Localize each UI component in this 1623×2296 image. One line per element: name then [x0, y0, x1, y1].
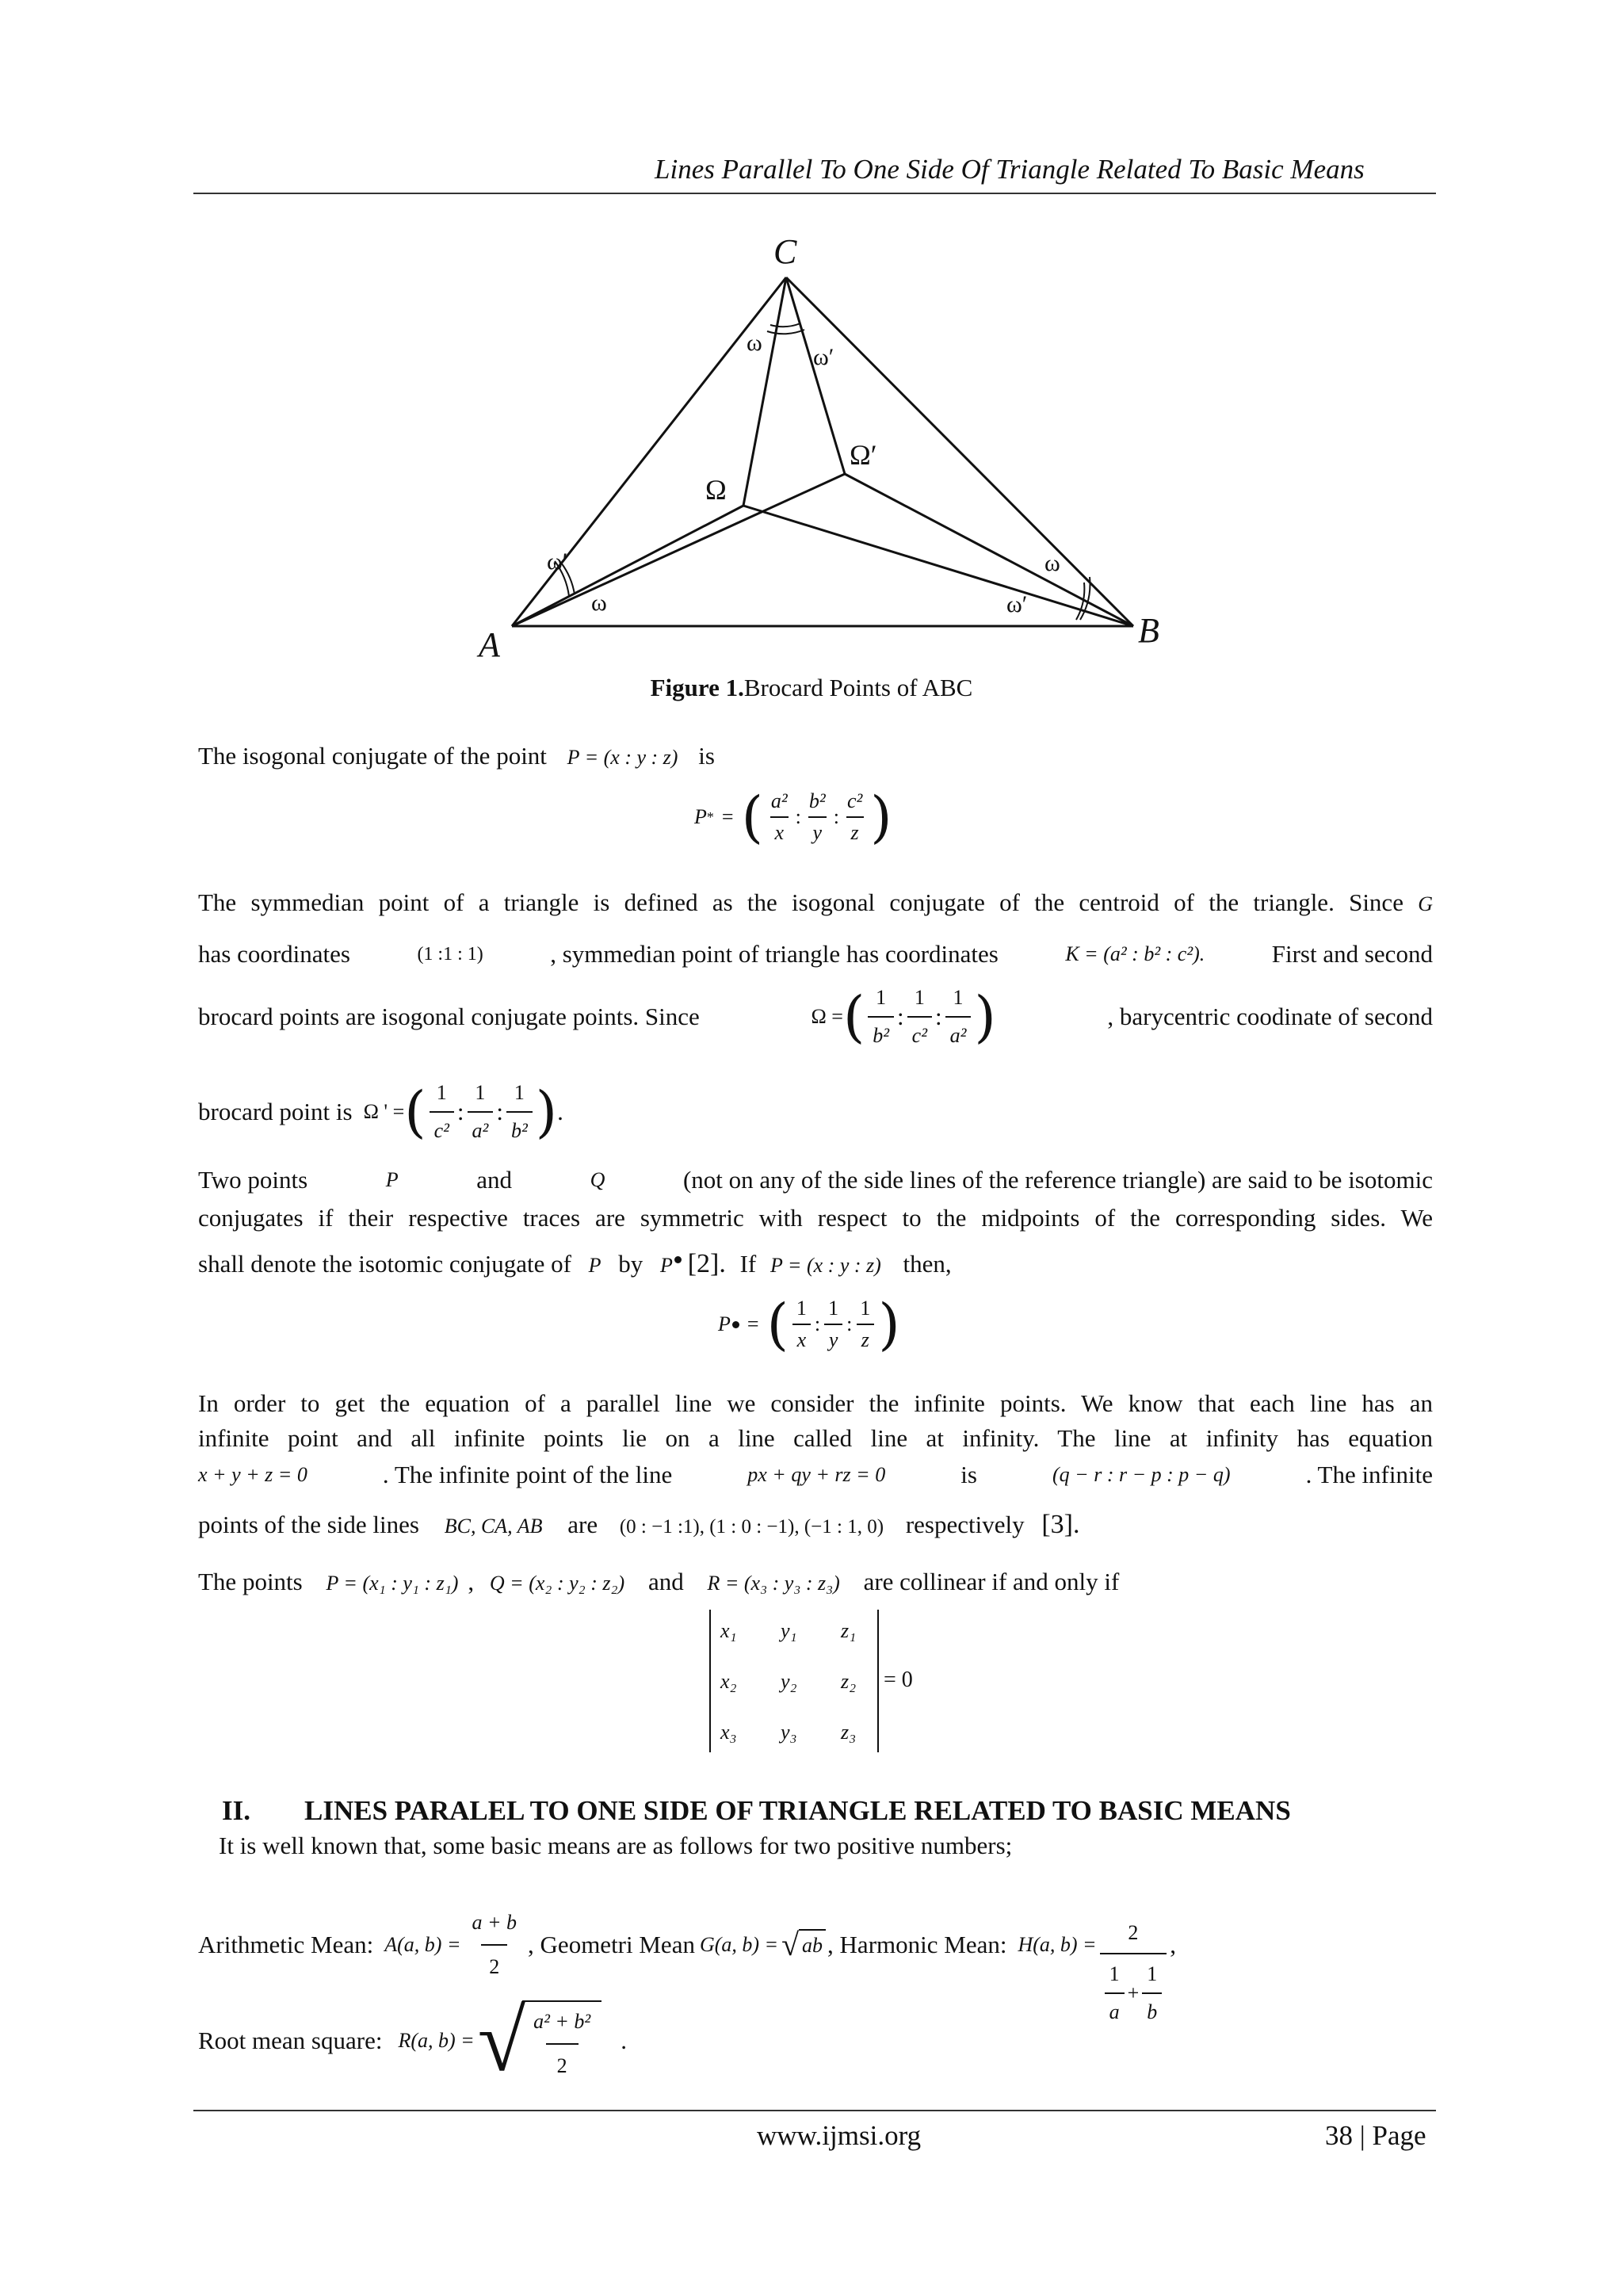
p4-d2: a² — [468, 1111, 494, 1146]
eq1-sup: * — [706, 808, 714, 825]
para-infinite-3 — [198, 1460, 1433, 1490]
det-y3: y₃ — [781, 1721, 797, 1744]
eq2-n3: 1 — [860, 1297, 871, 1320]
p4-n1: 1 — [436, 1081, 447, 1104]
det-z1: z₁ — [841, 1619, 857, 1642]
para-collinear: The points P = (x₁ : y₁ : z₁) , Q = (x₂ : y₂ : z₂) and R = (x₃ : y₃ : z₃) are collinear if and only if — [198, 1568, 1120, 1595]
hm-num: 2 — [1128, 1921, 1139, 1944]
p5-ref: [2]. — [687, 1249, 726, 1278]
p5-pxyz: P = (x : y : z) — [770, 1254, 881, 1277]
means-row: Arithmetic Mean: A(a, b) = $\frac{a + b}{2}$ , Geometri Mean G(a, b) = √ ab , Harmonic Mean: H(a, b) = 2 $\frac{1}{a}$ + $\frac{1}{b}$ , — [198, 1862, 1436, 2027]
label-omega-point: Ω — [705, 474, 727, 506]
p6-sides: BC, CA, AB — [444, 1515, 543, 1538]
p5-q: Q — [590, 1168, 605, 1191]
hm-lhs: H(a, b) = — [1018, 1933, 1097, 1956]
eq2-d2: y — [824, 1324, 843, 1352]
p7-r: R = (x₃ : y₃ : z₃) — [707, 1572, 840, 1595]
am-label: Arithmetic Mean: — [198, 1931, 374, 1958]
label-angle-a-omega-prime: ω′ — [547, 548, 568, 575]
eq1-n3: c² — [846, 789, 863, 812]
rms-lhs: R(a, b) = — [398, 2029, 475, 2052]
p5-and: and — [476, 1166, 513, 1194]
p4-d1: c² — [430, 1111, 454, 1146]
para-infinite-1: In order to get the equation of a parallel line we consider the infinite points. We know that each line has an — [198, 1389, 1433, 1417]
eq1-d3: z — [846, 816, 864, 845]
hm-d-one-b: 1 — [1147, 1962, 1158, 1985]
p5-if: If — [739, 1250, 757, 1278]
det-rhs: = 0 — [884, 1668, 913, 1692]
p6-is: is — [960, 1461, 977, 1488]
det-x1: x₁ — [720, 1619, 737, 1642]
p2-has-coords: has coordinates — [198, 940, 350, 968]
p6-points: (0 : −1 :1), (1 : 0 : −1), (−1 : 1, 0) — [619, 1516, 884, 1538]
section-title: LINES PARALEL TO ONE SIDE OF TRIANGLE RELATED TO BASIC MEANS — [304, 1795, 1291, 1826]
p3-text: brocard points are isogonal conjugate points. Since — [198, 1003, 700, 1030]
rms-den: 2 — [546, 2043, 579, 2081]
hm-d-one-a: 1 — [1109, 1962, 1120, 1985]
label-angle-c-omega-prime: ω′ — [813, 344, 834, 370]
angle-arc-c1 — [770, 323, 800, 327]
header-rule — [193, 193, 1436, 194]
gm-label: , Geometri Mean — [528, 1931, 695, 1958]
p2-first-second: First and second — [1271, 940, 1433, 968]
p4-omega: Ω ' = — [363, 1100, 405, 1123]
para-isotomic-2: conjugates if their respective traces are symmetric with respect to the midpoints of the corresponding sides. We — [198, 1204, 1433, 1232]
p4-n2: 1 — [475, 1081, 486, 1104]
p7-p: P = (x₁ : y₁ : z₁) — [326, 1572, 459, 1595]
label-a: A — [479, 625, 500, 664]
eq1-d1: x — [770, 816, 789, 845]
p7-and: and — [647, 1568, 684, 1595]
rms-label: Root mean square: — [198, 2027, 383, 2054]
det-x2: x₂ — [720, 1670, 737, 1693]
p1-math: P = (x : y : z) — [567, 746, 678, 769]
p1-is: is — [698, 742, 715, 770]
caption-text: Brocard Points of ABC — [743, 674, 973, 701]
footer-url[interactable]: www.ijmsi.org — [757, 2120, 922, 2151]
eq2-n2: 1 — [828, 1297, 839, 1320]
eq1-n1: a² — [770, 789, 788, 812]
section-number: II. — [222, 1795, 250, 1826]
para-infinite-2: infinite point and all infinite points lie on a line called line at infinity. The line at infinity has equation — [198, 1424, 1433, 1452]
para-brocard-1 — [198, 983, 1433, 1051]
hm-d-a: a — [1105, 1992, 1125, 2027]
para-isogonal — [198, 741, 715, 773]
p5-p3: P — [660, 1254, 673, 1277]
p6-ref: [3]. — [1041, 1510, 1080, 1539]
p6-eq: x + y + z = 0 — [198, 1463, 307, 1486]
hm-den: $\frac{1}{a}$ + $\frac{1}{b}$ — [1100, 1953, 1167, 2027]
p5-p: P — [385, 1168, 399, 1191]
running-header: Lines Parallel To One Side Of Triangle Related To Basic Means — [655, 154, 1365, 185]
eq2-d3: z — [857, 1324, 874, 1352]
hm-label: , Harmonic Mean: — [827, 1931, 1007, 1958]
figure-caption — [0, 674, 1623, 702]
p3-omega: Ω = — [811, 1005, 843, 1028]
det-z3: z₃ — [841, 1721, 857, 1744]
det-x3: x₃ — [720, 1721, 737, 1744]
para-isotomic-3 — [198, 1249, 952, 1281]
isotomic-dot-icon — [674, 1256, 682, 1263]
para-symmedian-1 — [198, 888, 1433, 919]
cevian-c-omega — [743, 277, 786, 506]
brocard-figure — [444, 230, 1189, 674]
para-infinite-4 — [198, 1510, 1079, 1542]
p3-d2: c² — [907, 1016, 932, 1051]
p5-line1-rest: (not on any of the side lines of the reference triangle) are said to be isotomic — [682, 1166, 1433, 1194]
det-z2: z₂ — [841, 1670, 857, 1693]
p6-infinite-point: . The infinite point of the line — [382, 1461, 673, 1488]
para-isotomic-1 — [198, 1165, 1433, 1195]
caption-label: Figure 1. — [650, 674, 744, 701]
p1-text: The isogonal conjugate of the point — [198, 742, 547, 770]
p6-point: (q − r : r − p : p − q) — [1052, 1463, 1231, 1486]
p3-d1: b² — [868, 1016, 894, 1051]
eq2-n1: 1 — [796, 1297, 807, 1320]
angle-arc-c2 — [767, 330, 804, 334]
p5-two-points: Two points — [198, 1166, 308, 1194]
p2-k: K = (a² : b² : c²). — [1065, 942, 1205, 965]
p5-denote: shall denote the isotomic conjugate of — [198, 1250, 571, 1278]
am-num: a + b — [472, 1911, 517, 1934]
eq-isotomic: P = ( $\frac{1}{x}$ : $\frac{1}{y}$ : $\frac{1}{z}$ ) — [718, 1292, 900, 1357]
p6-the-infinite: . The infinite — [1305, 1461, 1433, 1488]
para-symmedian-2 — [198, 939, 1433, 969]
p7-points: The points — [198, 1568, 303, 1595]
p3-barycentric: , barycentric coodinate of second — [1107, 1003, 1433, 1030]
hm-d-b: b — [1142, 1992, 1162, 2027]
label-omega-prime-point: Ω′ — [850, 439, 877, 471]
label-angle-b-omega: ω — [1044, 550, 1060, 576]
eq2-d1: x — [792, 1324, 812, 1352]
p4-d3: b² — [506, 1111, 533, 1146]
p5-p2: P — [588, 1254, 601, 1277]
eq2-dot-icon — [732, 1321, 739, 1328]
p2-symmedian: , symmedian point of triangle has coordinates — [550, 940, 999, 968]
p2-g: G — [1418, 892, 1433, 915]
p3-d3: a² — [945, 1016, 972, 1051]
p6-line: px + qy + rz = 0 — [747, 1463, 886, 1486]
p2-line1: The symmedian point of a triangle is defined as the isogonal conjugate of the centroid of the triangle. Since — [198, 888, 1403, 916]
det-y2: y₂ — [781, 1670, 797, 1693]
eq1-lhs: P — [694, 805, 707, 828]
label-angle-b-omega-prime: ω′ — [1006, 591, 1028, 617]
det-y1: y₁ — [781, 1619, 797, 1642]
p6-respectively: respectively — [905, 1511, 1025, 1538]
p7-q: Q = (x₂ : y₂ : z₂) — [489, 1572, 625, 1595]
p5-by: by — [618, 1250, 643, 1278]
eq1-d2: y — [808, 816, 827, 845]
label-b: B — [1138, 611, 1159, 650]
p3-n1: 1 — [876, 986, 887, 1009]
p6-side-lines: points of the side lines — [198, 1511, 419, 1538]
eq-isogonal: P * = ( $\frac{\text{a²}}{x}$ : $\frac{\text{b²}}{y}$ : $\frac{\text{c²}}{z}$ ) — [694, 785, 892, 850]
p3-n3: 1 — [953, 986, 964, 1009]
p4-n3: 1 — [514, 1081, 525, 1104]
gm-lhs: G(a, b) = — [699, 1933, 779, 1956]
p7-collinear: are collinear if and only if — [863, 1568, 1120, 1595]
collinearity-determinant — [709, 1610, 879, 1752]
label-angle-c-omega: ω — [747, 330, 762, 356]
am-den: 2 — [481, 1944, 507, 1982]
p6-are: are — [567, 1511, 598, 1538]
p3-omega-eq: Ω = ( $\frac{1}{\text{b²}}$ : $\frac{1}{\text{c²}}$ : $\frac{1}{\text{a²}}$ ) — [811, 984, 996, 1049]
rms-num: a² + b² — [533, 2010, 591, 2033]
rms-row: Root mean square: R(a, b) = √ $\frac{\text{a² + b²}}{2}$ . — [198, 1992, 627, 2089]
page-number: 38 | Page — [1325, 2120, 1426, 2151]
am-lhs: A(a, b) = — [384, 1933, 461, 1956]
gm-radicand: ab — [799, 1929, 826, 1961]
para-brocard-2: brocard point is Ω ' = ( $\frac{1}{\text{c²}}$ : $\frac{1}{\text{a²}}$ : $\frac{1}{\text{b²}}$ ) . — [198, 1079, 563, 1144]
p3-n2: 1 — [914, 986, 925, 1009]
section-intro: It is well known that, some basic means are as follows for two positive numbers; — [219, 1832, 1013, 1859]
p2-coords: (1 :1 : 1) — [417, 944, 483, 965]
p4-text: brocard point is — [198, 1098, 353, 1125]
eq1-n2: b² — [808, 789, 826, 812]
label-c: C — [773, 232, 797, 271]
label-angle-a-omega: ω — [591, 590, 607, 616]
p5-then: then, — [903, 1250, 952, 1278]
footer-rule — [193, 2110, 1436, 2111]
